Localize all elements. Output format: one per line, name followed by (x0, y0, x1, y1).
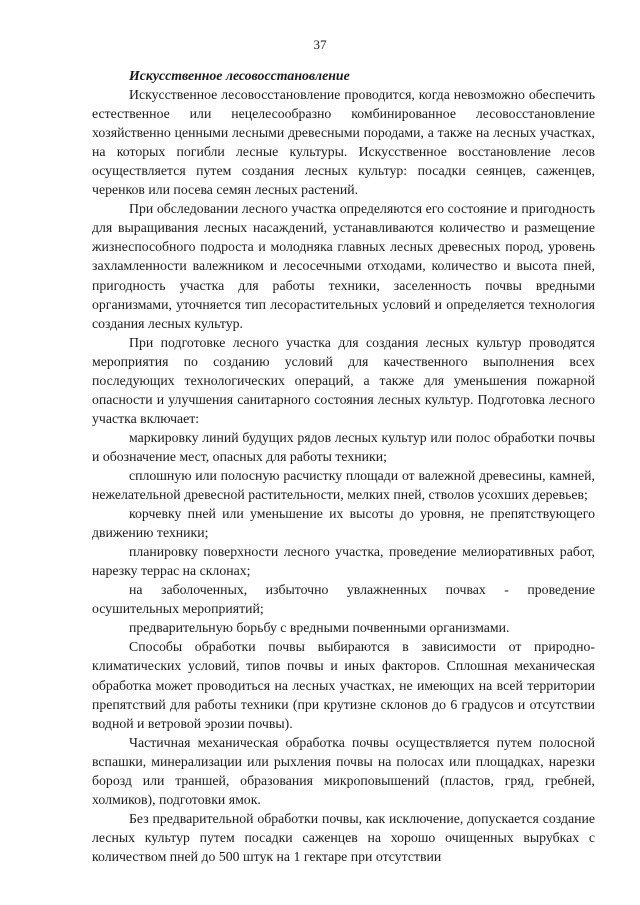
section-heading: Искусственное лесовосстановление (129, 68, 350, 83)
paragraph: Частичная механическая обработка почвы осуществляется путем полосной вспашки, минерализации или рыхления почвы на полосах или площадках, нарезки борозд или траншей, образования микроповышений (пластов, гряд, гребней, холмиков), подготовки ямок. (92, 734, 595, 807)
list-item: сплошную или полосную расчистку площади от валежной древесины, камней, нежелательной древесной растительности, мелких пней, стволов усохших деревьев; (92, 467, 595, 503)
paragraph: При подготовке лесного участка для создания лесных культур проводятся мероприятия по созданию условий для качественного выполнения всех последующих технологических операций, а также для уменьшения пожарной опасности и улучшения санитарного состояния лесных культур. Подготовка лесного участка включает: (92, 334, 595, 426)
list-item: на заболоченных, избыточно увлажненных почвах - проведение осушительных мероприятий; (92, 582, 595, 617)
list-item: маркировку линий будущих рядов лесных культур или полос обработки почвы и обозначение мест, опасных для работы техники; (92, 429, 595, 464)
list-item: корчевку пней или уменьшение их высоты до уровня, не препятствующего движению техники; (92, 506, 595, 541)
paragraph: Искусственное лесовосстановление проводится, когда невозможно обеспечить естественное или нецелесообразно комбинированное лесовосстановление хозяйственно ценными лесными древесными породами, а также на лесных участках, на которых погибли лесные культуры. Искусственное восстановление лесов осуществляется путем создания лесных культур: посадки сеянцев, саженцев, черенков или посева семян лесных растений. (92, 87, 595, 198)
list-item: предварительную борьбу с вредными почвенными организмами. (129, 620, 510, 636)
page-number: 37 (313, 37, 327, 52)
paragraph: При обследовании лесного участка определяются его состояние и пригодность для выращивания лесных насаждений, устанавливаются количество и размещение жизнеспособного подроста и молодняка главных лесных древесных пород, уровень захламленности валежником и лесосечными отходами, количество и высота пней, пригодность участка для работы техники, заселенность почвы вредными организмами, уточняется тип лесорастительных условий и определяется технология создания лесных культур. (92, 201, 595, 331)
paragraph: Без предварительной обработки почвы, как исключение, допускается создание лесных культур путем посадки саженцев на хорошо очищенных вырубках с количеством пней до 500 штук на 1 гектаре при отсутствии (92, 810, 595, 864)
paragraph: Способы обработки почвы выбираются в зависимости от природно-климатических условий, типов почвы и иных факторов. Сплошная механическая обработка может проводиться на лесных участках, не имеющих на всей территории препятствий для работы техники (при крутизне склонов до 6 градусов и отсутствии водной и ветровой эрозии почвы). (92, 639, 595, 731)
document-body (92, 66, 595, 866)
list-item: планировку поверхности лесного участка, проведение мелиоративных работ, нарезку террас на склонах; (92, 544, 595, 579)
